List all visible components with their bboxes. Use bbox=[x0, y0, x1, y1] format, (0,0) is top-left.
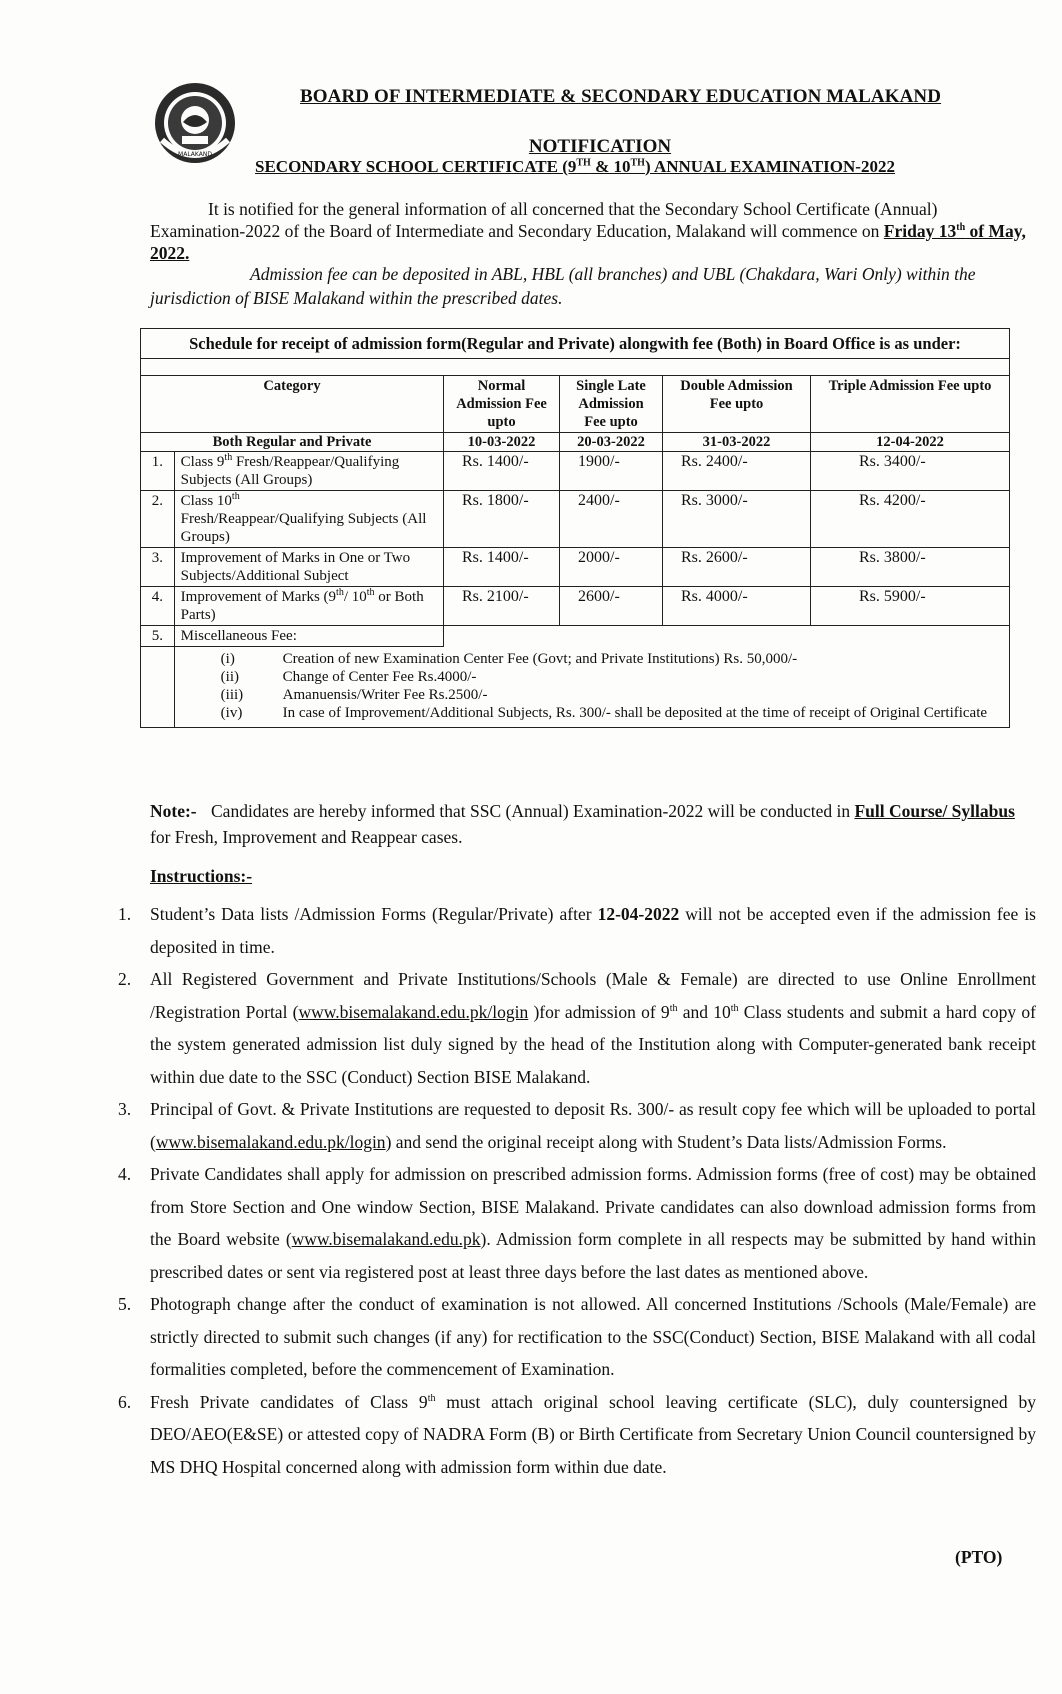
row-number: 4. bbox=[141, 587, 175, 626]
date-double: 31-03-2022 bbox=[663, 433, 811, 452]
svg-text:MALAKAND: MALAKAND bbox=[178, 151, 212, 158]
fee-normal: Rs. 2100/- bbox=[444, 587, 560, 626]
admission-schedule-table bbox=[140, 328, 1010, 728]
row-category: Class 10th Fresh/Reappear/Qualifying Subjects (All Groups) bbox=[174, 491, 443, 548]
date-row-label: Both Regular and Private bbox=[141, 433, 444, 452]
instructions-heading: Instructions:- bbox=[150, 866, 253, 886]
fee-double: Rs. 2400/- bbox=[663, 452, 811, 491]
fee-single: 2400/- bbox=[560, 491, 663, 548]
header-double: Double Admission Fee upto bbox=[663, 376, 811, 433]
fee-single: 1900/- bbox=[560, 452, 663, 491]
header-single-late: Single Late Admission Fee upto bbox=[560, 376, 663, 433]
list-item: 5. Photograph change after the conduct of examination is not allowed. All concerned Institutions /Schools (Male/Female) are strictly directed to submit such changes (if any) for rectification to the SSC(Conduct) Section, BISE Malakand with all codal formalities completed, before the commencement of Examination. bbox=[118, 1294, 1036, 1379]
fee-single: 2600/- bbox=[560, 587, 663, 626]
table-row bbox=[141, 587, 1010, 626]
row-category: Improvement of Marks (9th/ 10th or Both Parts) bbox=[174, 587, 443, 626]
intro-paragraph: It is notified for the general information of all concerned that the Secondary School Certificate (Annual) Examination-2022 of the Board of Intermediate and Secondary Education, Malakand will commence on Friday 13th of May, 2022. bbox=[150, 199, 1026, 263]
table-spacer-row bbox=[141, 359, 1010, 376]
exam-title: SECONDARY SCHOOL CERTIFICATE (9TH & 10TH) ANNUAL EXAMINATION-2022 bbox=[255, 157, 895, 176]
list-item: 6. Fresh Private candidates of Class 9th must attach original school leaving certificate (SLC), duly countersigned by DEO/AEO(E&SE) or attested copy of NADRA Form (B) or Birth Certificate from Secretary Union Council countersigned by MS DHQ Hospital concerned along with admission form within due date. bbox=[118, 1391, 1036, 1477]
fee-double: Rs. 4000/- bbox=[663, 587, 811, 626]
list-item: (iv) In case of Improvement/Additional Subjects, Rs. 300/- shall be deposited at the time of receipt of Original Certificate bbox=[220, 705, 988, 721]
row-category: Improvement of Marks in One or Two Subjects/Additional Subject bbox=[174, 548, 443, 587]
row-category: Class 9th Fresh/Reappear/Qualifying Subjects (All Groups) bbox=[174, 452, 443, 491]
notification-heading: NOTIFICATION bbox=[528, 136, 672, 157]
fee-triple: Rs. 3400/- bbox=[811, 452, 1010, 491]
fee-normal: Rs. 1800/- bbox=[444, 491, 560, 548]
header-normal: Normal Admission Fee upto bbox=[444, 376, 560, 433]
date-normal: 10-03-2022 bbox=[444, 433, 560, 452]
misc-fee-list bbox=[174, 647, 1009, 728]
list-item: 4. Private Candidates shall apply for admission on prescribed admission forms. Admission forms (free of cost) may be obtained from Store Section and One window Section, BISE Malakand. Private candidates can also download admission forms from the Board website (www.bisemalakand.edu.pk). Admission form complete in all respects may be submitted by hand within prescribed dates or sent via registered post at least three days before the last dates as mentioned above. bbox=[118, 1164, 1037, 1282]
fee-deposit-paragraph: Admission fee can be deposited in ABL, HBL (all branches) and UBL (Chakdara, Wari Only) within the jurisdiction of BISE Malakand within the prescribed dates. bbox=[150, 264, 976, 308]
header-triple: Triple Admission Fee upto bbox=[811, 376, 1010, 433]
note-label: Note:- bbox=[150, 801, 197, 821]
table-row bbox=[141, 452, 1010, 491]
fee-triple: Rs. 5900/- bbox=[811, 587, 1010, 626]
table-row bbox=[141, 548, 1010, 587]
date-triple: 12-04-2022 bbox=[811, 433, 1010, 452]
table-row bbox=[141, 626, 1010, 647]
fee-double: Rs. 2600/- bbox=[663, 548, 811, 587]
row-number: 5. bbox=[141, 626, 175, 647]
list-item: 3. Principal of Govt. & Private Institutions are requested to deposit Rs. 300/- as result copy fee which will be uploaded to portal (www.bisemalakand.edu.pk/login) and send the original receipt along with Student’s Data lists/Admission Forms. bbox=[118, 1099, 1036, 1152]
fee-normal: Rs. 1400/- bbox=[444, 452, 560, 491]
list-item: (iii) Amanuensis/Writer Fee Rs.2500/- bbox=[220, 687, 488, 703]
instructions-list bbox=[118, 898, 1036, 1483]
list-item: 2. All Registered Government and Private Institutions/Schools (Male & Female) are directed to use Online Enrollment /Registration Portal (www.bisemalakand.edu.pk/login )for admission of 9th and 10th Class students and submit a hard copy of the system generated admission list duly signed by the head of the Institution along with Computer-generated bank receipt within due date to the SSC (Conduct) Section BISE Malakand. bbox=[118, 969, 1036, 1087]
row-number: 3. bbox=[141, 548, 175, 587]
header-category: Category bbox=[141, 376, 444, 433]
table-caption: Schedule for receipt of admission form(Regular and Private) alongwith fee (Both) in Board Office is as under: bbox=[141, 329, 1010, 359]
list-item: (ii) Change of Center Fee Rs.4000/- bbox=[220, 669, 477, 685]
list-item: (i) Creation of new Examination Center Fee (Govt; and Private Institutions) Rs. 50,000/- bbox=[220, 651, 798, 667]
fee-triple: Rs. 3800/- bbox=[811, 548, 1010, 587]
date-single: 20-03-2022 bbox=[560, 433, 663, 452]
fee-triple: Rs. 4200/- bbox=[811, 491, 1010, 548]
pto-label: (PTO) bbox=[955, 1547, 1003, 1567]
board-title: BOARD OF INTERMEDIATE & SECONDARY EDUCATION MALAKAND bbox=[300, 86, 942, 107]
misc-fee-label: Miscellaneous Fee: bbox=[174, 626, 443, 647]
table-row bbox=[141, 491, 1010, 548]
fee-normal: Rs. 1400/- bbox=[444, 548, 560, 587]
fee-single: 2000/- bbox=[560, 548, 663, 587]
row-number: 1. bbox=[141, 452, 175, 491]
note-paragraph: Note:- Candidates are hereby informed that SSC (Annual) Examination-2022 will be conducted in Full Course/ Syllabus for Fresh, Improvement and Reappear cases. bbox=[150, 798, 1030, 850]
list-item: 1. Student’s Data lists /Admission Forms (Regular/Private) after 12-04-2022 will not be accepted even if the admission fee is deposited in time. bbox=[118, 904, 1036, 957]
row-number: 2. bbox=[141, 491, 175, 548]
fee-double: Rs. 3000/- bbox=[663, 491, 811, 548]
